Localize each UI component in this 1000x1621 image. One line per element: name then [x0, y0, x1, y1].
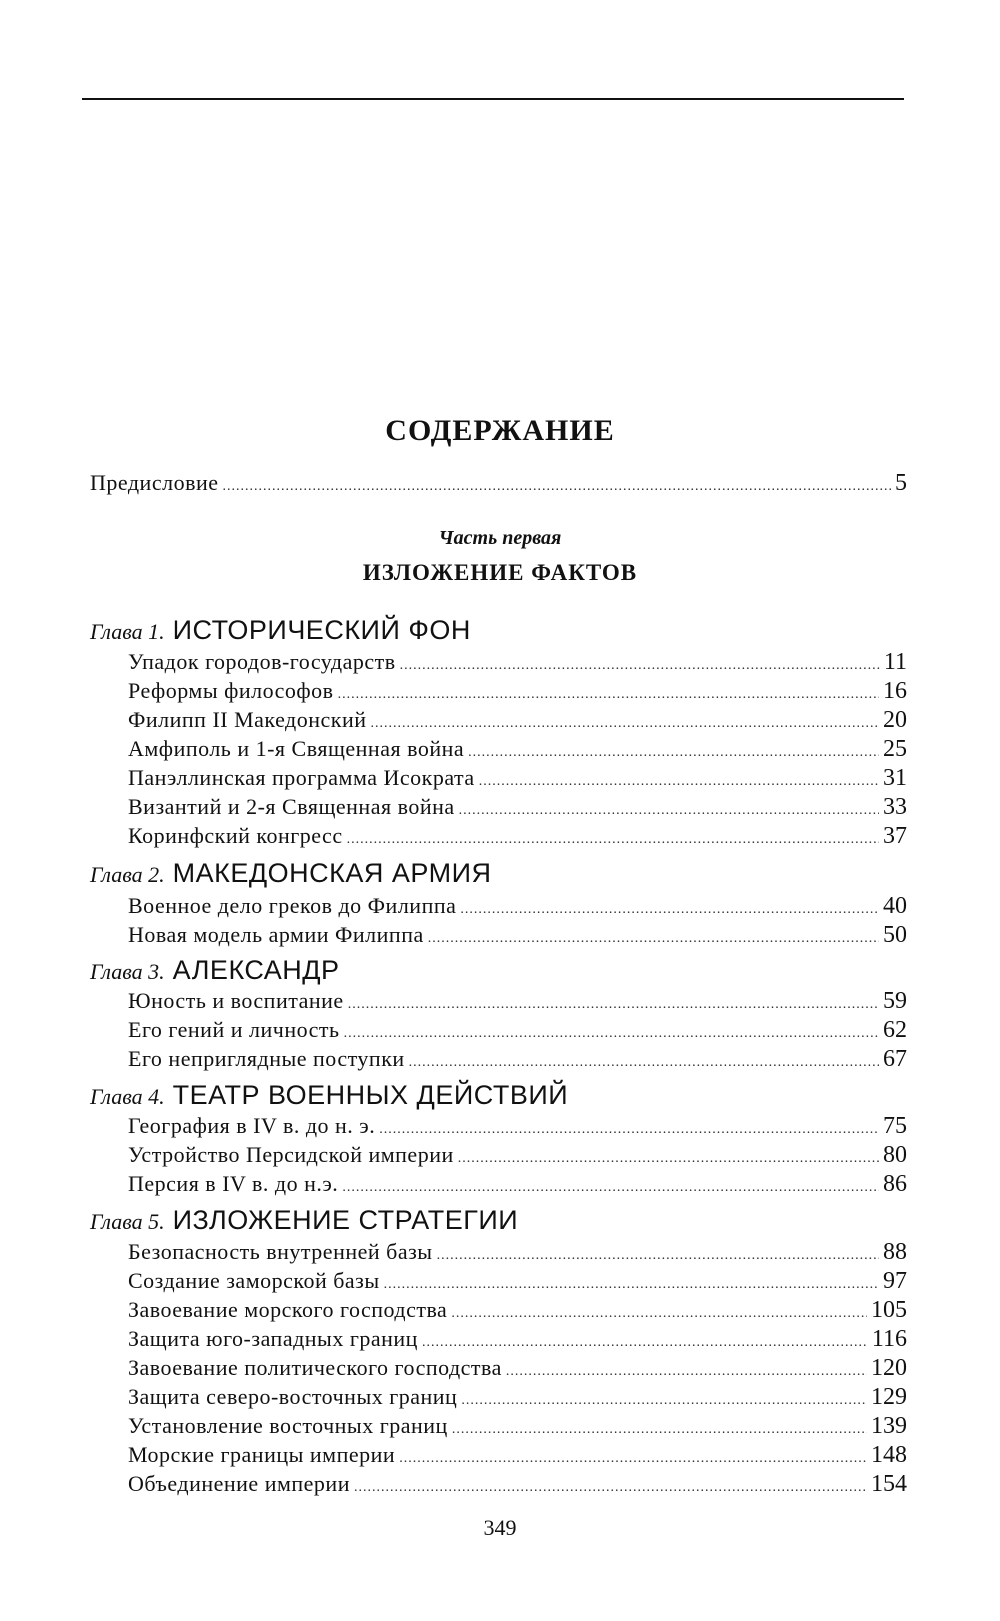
- chapter-number: Глава 2.: [90, 862, 165, 887]
- toc-entry-page: 11: [883, 649, 907, 675]
- toc-entry-page: 105: [871, 1297, 907, 1323]
- toc-entry: [128, 1295, 907, 1325]
- toc-entry-label: Предисловие: [90, 470, 219, 495]
- toc-entry: [128, 920, 907, 950]
- dot-leader: [354, 1473, 867, 1503]
- toc-entry-page: 31: [883, 765, 907, 791]
- toc-entry-label: Новая модель армии Филиппа: [128, 922, 424, 947]
- toc-entry: [128, 1469, 907, 1499]
- toc-entry-page: 67: [883, 1046, 907, 1072]
- toc-entry-label: Персия в IV в. до н.э.: [128, 1171, 339, 1196]
- dot-leader: [409, 1048, 879, 1078]
- toc-entry-label: География в IV в. до н. э.: [128, 1113, 376, 1138]
- dot-leader: [428, 924, 879, 954]
- chapter-2-heading: [90, 855, 491, 891]
- toc-title: СОДЕРЖАНИЕ: [385, 414, 615, 447]
- toc-entry-page: 148: [871, 1442, 907, 1468]
- chapter-number: Глава 5.: [90, 1209, 165, 1234]
- toc-entry-label: Юность и воспитание: [128, 988, 344, 1013]
- dot-leader: [342, 1173, 879, 1203]
- toc-entry-label: Установление восточных границ: [128, 1413, 448, 1438]
- toc-entry-page: 40: [883, 893, 907, 919]
- chapter-number: Глава 4.: [90, 1084, 165, 1109]
- toc-entry-page: 116: [871, 1326, 907, 1352]
- dot-leader: [347, 825, 879, 855]
- toc-entry-page: 59: [883, 988, 907, 1014]
- toc-entry-label: Реформы философов: [128, 678, 334, 703]
- toc-entry: [128, 763, 907, 793]
- toc-entry-page: 62: [883, 1017, 907, 1043]
- toc-entry: [128, 792, 907, 822]
- toc-entry-label: Амфиполь и 1-я Священная война: [128, 736, 465, 761]
- toc-entry: [128, 1140, 907, 1170]
- toc-entry-label: Византий и 2-я Священная война: [128, 794, 455, 819]
- chapter-1-heading: [90, 612, 471, 648]
- toc-entry: [128, 986, 907, 1016]
- toc-entry-label: Завоевание политического господства: [128, 1355, 502, 1380]
- chapter-title: ИСТОРИЧЕСКИЙ ФОН: [172, 615, 471, 645]
- page-number: 349: [483, 1515, 517, 1540]
- toc-entry-label: Его гений и личность: [128, 1017, 340, 1042]
- chapter-4-heading: [90, 1077, 568, 1113]
- toc-entry-page: 75: [883, 1113, 907, 1139]
- toc-entry-label: Военное дело греков до Филиппа: [128, 893, 457, 918]
- toc-entry-page: 20: [883, 707, 907, 733]
- toc-entry: [128, 1353, 907, 1383]
- toc-entry-label: Коринфский конгресс: [128, 823, 343, 848]
- toc-entry-label: Его неприглядные поступки: [128, 1046, 405, 1071]
- toc-entry-page: 154: [871, 1471, 907, 1497]
- toc-entry: [128, 1169, 907, 1199]
- toc-entry-page: 80: [883, 1142, 907, 1168]
- toc-entry-label: Защита северо-восточных границ: [128, 1384, 458, 1409]
- toc-entry-label: Завоевание морского господства: [128, 1297, 448, 1322]
- chapter-title: МАКЕДОНСКАЯ АРМИЯ: [172, 858, 492, 888]
- toc-entry-label: Создание заморской базы: [128, 1268, 380, 1293]
- toc-entry-label: Объединение империи: [128, 1471, 350, 1496]
- dot-leader: [223, 472, 892, 502]
- toc-entry-page: 88: [883, 1239, 907, 1265]
- toc-entry-page: 97: [883, 1268, 907, 1294]
- chapter-number: Глава 1.: [90, 619, 165, 644]
- toc-entry: [128, 676, 907, 706]
- chapter-5-heading: [90, 1202, 518, 1238]
- toc-entry: [128, 647, 907, 677]
- toc-entry-page: 86: [883, 1171, 907, 1197]
- toc-entry-page: 25: [883, 736, 907, 762]
- toc-entry: [128, 1266, 907, 1296]
- toc-entry: [128, 1411, 907, 1441]
- chapter-title: ТЕАТР ВОЕННЫХ ДЕЙСТВИЙ: [172, 1080, 569, 1110]
- toc-entry-page: 139: [871, 1413, 907, 1439]
- header-rule: [82, 98, 904, 100]
- toc-entry: [128, 734, 907, 764]
- toc-entry: [128, 891, 907, 921]
- toc-entry: [128, 1111, 907, 1141]
- chapter-number: Глава 3.: [90, 959, 165, 984]
- chapter-3-heading: [90, 952, 340, 988]
- chapter-title: ИЗЛОЖЕНИЕ СТРАТЕГИИ: [172, 1205, 519, 1235]
- toc-entry-label: Устройство Персидской империи: [128, 1142, 454, 1167]
- toc-entry-label: Безопасность внутренней базы: [128, 1239, 433, 1264]
- toc-entry-page: 5: [895, 470, 907, 496]
- toc-entry: [128, 1440, 907, 1470]
- toc-entry-page: 33: [883, 794, 907, 820]
- part-title: ИЗЛОЖЕНИЕ ФАКТОВ: [362, 560, 638, 585]
- toc-entry: [128, 1015, 907, 1045]
- toc-entry-label: Защита юго-западных границ: [128, 1326, 418, 1351]
- toc-entry-label: Упадок городов-государств: [128, 649, 396, 674]
- toc-entry: [128, 821, 907, 851]
- toc-entry-page: 50: [883, 922, 907, 948]
- toc-entry: [128, 705, 907, 735]
- toc-entry-label: Филипп II Македонский: [128, 707, 367, 732]
- toc-entry-page: 37: [883, 823, 907, 849]
- toc-entry-page: 16: [883, 678, 907, 704]
- toc-entry: [128, 1324, 907, 1354]
- toc-entry: [128, 1237, 907, 1267]
- toc-entry: [128, 1044, 907, 1074]
- toc-entry-label: Панэллинская программа Исократа: [128, 765, 475, 790]
- toc-entry-preface: [90, 468, 907, 498]
- part-label: Часть первая: [438, 527, 562, 549]
- chapter-title: АЛЕКСАНДР: [172, 955, 340, 985]
- toc-entry-page: 120: [871, 1355, 907, 1381]
- toc-entry-page: 129: [871, 1384, 907, 1410]
- toc-entry: [128, 1382, 907, 1412]
- toc-entry-label: Морские границы империи: [128, 1442, 396, 1467]
